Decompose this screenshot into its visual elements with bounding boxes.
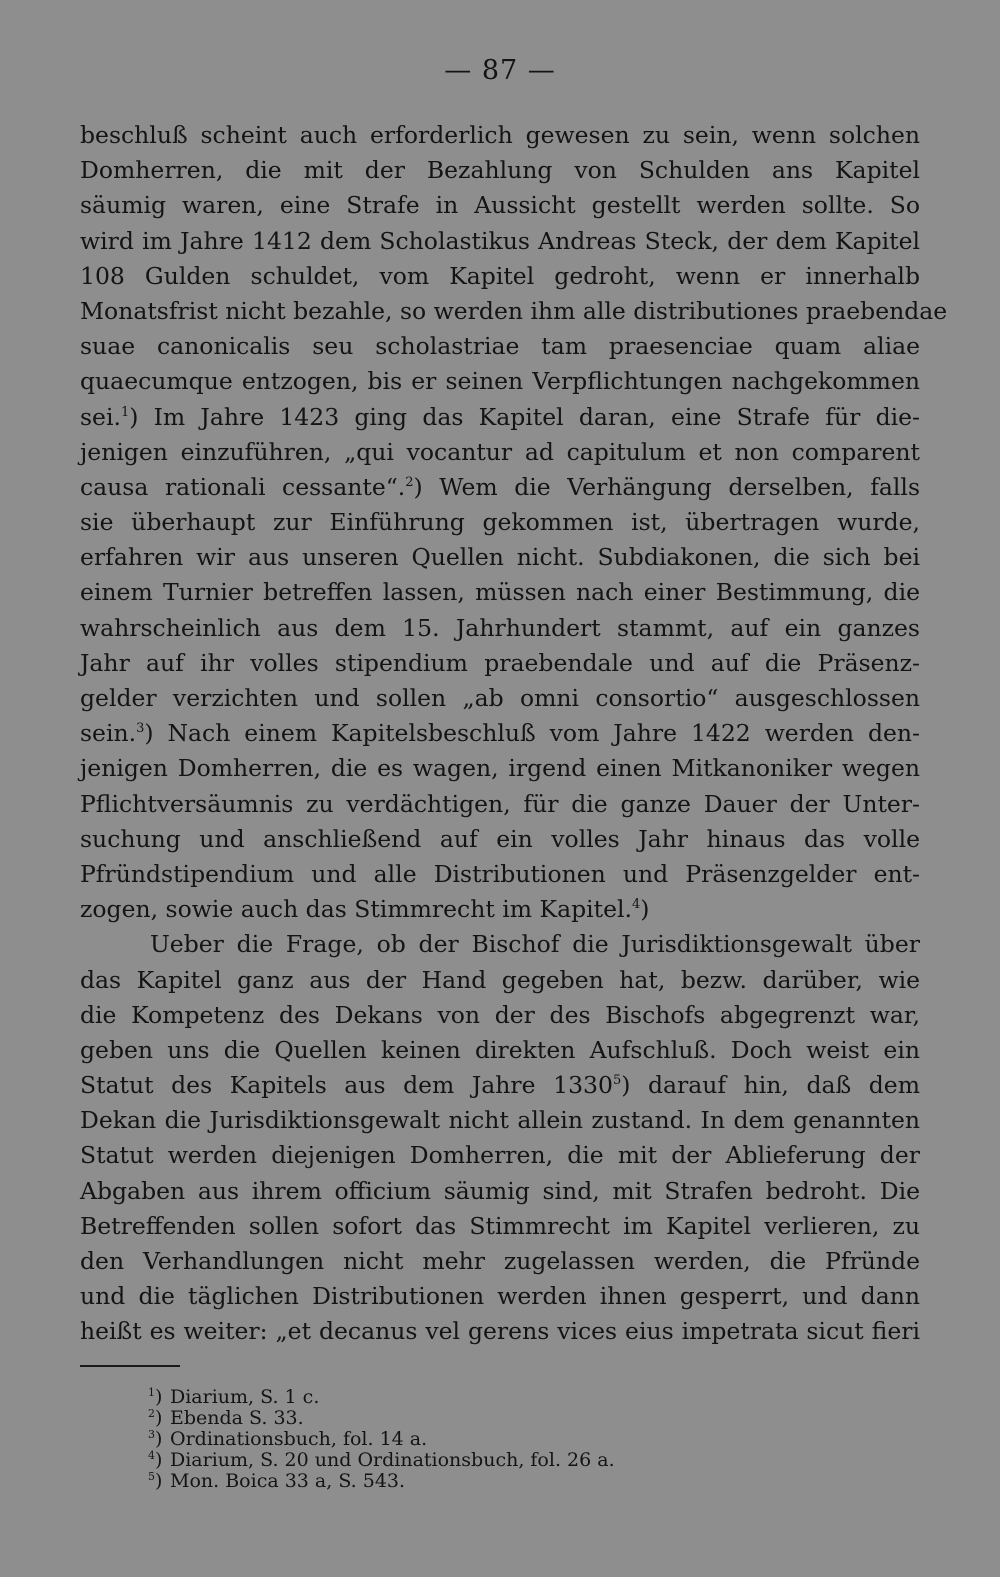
- text-segment: ) Nach einem Kapitelsbeschluß vom Jahre 1422 werden den-: [144, 719, 920, 748]
- footnote-text: Diarium, S. 20 und Ordinationsbuch, fol. 26 a.: [170, 1449, 615, 1471]
- text-line: jenigen einzuführen, „qui vocantur ad capitulum et non comparent: [80, 437, 920, 466]
- text-line: säumig waren, eine Strafe in Aussicht gestellt werden sollte. So: [80, 191, 920, 220]
- text-segment: Statut des Kapitels aus dem Jahre 1330: [80, 1071, 613, 1100]
- text-line: sie überhaupt zur Einführung gekommen ist, übertragen wurde,: [80, 508, 920, 537]
- footnote-number: 2: [148, 1407, 155, 1420]
- footnote-text: Diarium, S. 1 c.: [170, 1386, 320, 1408]
- text-line: quaecumque entzogen, bis er seinen Verpflichtungen nachgekommen: [80, 367, 920, 396]
- footnote-paren: ): [155, 1449, 163, 1471]
- text-segment: sein.: [80, 719, 137, 748]
- footnote-mark: [148, 1471, 170, 1492]
- text-line: Betreffenden sollen sofort das Stimmrecht im Kapitel verlieren, zu: [80, 1211, 920, 1240]
- footnote-mark: [148, 1450, 170, 1471]
- text-line: Pflichtversäumnis zu verdächtigen, für die ganze Dauer der Unter-: [80, 789, 920, 818]
- text-line: Domherren, die mit der Bezahlung von Schulden ans Kapitel: [80, 156, 920, 185]
- footnote-number: 1: [148, 1386, 155, 1399]
- footnote-number: 4: [148, 1449, 155, 1462]
- footnote: [148, 1450, 868, 1471]
- text-line: Abgaben aus ihrem officium säumig sind, mit Strafen bedroht. Die: [80, 1176, 920, 1205]
- text-line: Pfründstipendium und alle Distributionen und Präsenzgelder ent-: [80, 859, 920, 888]
- text-line: beschluß scheint auch erforderlich gewesen zu sein, wenn solchen: [80, 121, 920, 149]
- text-line: wahrscheinlich aus dem 15. Jahrhundert stammt, auf ein ganzes: [80, 613, 920, 642]
- footnote-paren: ): [155, 1407, 163, 1429]
- text-segment: causa rationali cessante“.: [80, 472, 406, 501]
- footnote-ref: 5: [612, 1073, 622, 1089]
- text-line: [80, 1068, 920, 1103]
- text-line: 108 Gulden schuldet, vom Kapitel gedroht, wenn er innerhalb: [80, 261, 920, 290]
- text-line: heißt es weiter: „et decanus vel gerens vices eius impetrata sicut fieri: [80, 1317, 920, 1346]
- text-line: geben uns die Quellen keinen direkten Aufschluß. Doch weist ein: [80, 1035, 920, 1064]
- text-line: das Kapitel ganz aus der Hand gegeben hat, bezw. darüber, wie: [80, 965, 920, 994]
- footnote-text: Mon. Boica 33 a, S. 543.: [170, 1470, 406, 1492]
- text-segment: sei.: [80, 402, 121, 431]
- text-line: und die täglichen Distributionen werden ihnen gesperrt, und dann: [80, 1282, 920, 1311]
- footnote-mark: [148, 1408, 170, 1429]
- text-line: Jahr auf ihr volles stipendium praebendale und auf die Präsenz-: [80, 648, 920, 677]
- text-line: jenigen Domherren, die es wagen, irgend einen Mitkanoniker wegen: [80, 754, 920, 783]
- text-segment: ) Wem die Verhängung derselben, falls: [413, 472, 921, 501]
- text-line: Dekan die Jurisdiktionsgewalt nicht allein zustand. In dem genannten: [80, 1106, 920, 1135]
- footnote-ref: 1: [120, 404, 130, 420]
- footnote-paren: ): [155, 1428, 163, 1450]
- paragraph-start-line: Ueber die Frage, ob der Bischof die Jurisdiktionsgewalt über: [150, 930, 920, 959]
- footnote-ref: 3: [136, 721, 145, 737]
- text-segment: ): [640, 895, 650, 924]
- text-line: [80, 470, 920, 505]
- text-line: einem Turnier betreffen lassen, müssen nach einer Bestimmung, die: [80, 578, 920, 607]
- text-line: erfahren wir aus unseren Quellen nicht. Subdiakonen, die sich bei: [80, 543, 920, 572]
- footnote-divider: [80, 1365, 180, 1367]
- footnote-ref: 2: [405, 474, 414, 490]
- text-line: wird im Jahre 1412 dem Scholastikus Andreas Steck, der dem Kapitel: [80, 226, 920, 255]
- footnote-mark: [148, 1429, 170, 1450]
- footnote-mark: [148, 1387, 170, 1408]
- text-line: [80, 892, 920, 927]
- text-line: den Verhandlungen nicht mehr zugelassen werden, die Pfründe: [80, 1247, 920, 1275]
- page-number: — 87 —: [444, 55, 556, 86]
- text-line: [80, 716, 920, 751]
- text-line: gelder verzichten und sollen „ab omni consortio“ ausgeschlossen: [80, 684, 920, 712]
- text-line: suae canonicalis seu scholastriae tam praesenciae quam aliae: [80, 332, 920, 361]
- text-line: suchung und anschließend auf ein volles Jahr hinaus das volle: [80, 824, 920, 853]
- footnote: [148, 1429, 868, 1450]
- footnote-ref: 4: [631, 897, 641, 913]
- text-segment: ) darauf hin, daß dem: [621, 1071, 920, 1100]
- text-line: [80, 400, 920, 435]
- footnote: [148, 1471, 868, 1492]
- footnote-number: 3: [148, 1428, 155, 1441]
- text-line: die Kompetenz des Dekans von der des Bischofs abgegrenzt war,: [80, 1000, 920, 1029]
- text-segment: ) Im Jahre 1423 ging das Kapitel daran, eine Strafe für die-: [129, 402, 920, 431]
- footnote-paren: ): [155, 1386, 163, 1408]
- body-text: [80, 118, 948, 1350]
- footnote: [148, 1408, 868, 1429]
- footnote: [148, 1387, 868, 1408]
- footnotes: [148, 1387, 868, 1492]
- text-segment: zogen, sowie auch das Stimmrecht im Kapitel.: [80, 895, 632, 924]
- footnote-text: Ordinationsbuch, fol. 14 a.: [170, 1428, 428, 1450]
- text-line: Statut werden diejenigen Domherren, die mit der Ablieferung der: [80, 1141, 920, 1170]
- footnote-number: 5: [148, 1470, 155, 1483]
- text-line: Monatsfrist nicht bezahle, so werden ihm alle distributiones praebendae: [80, 296, 948, 325]
- footnote-paren: ): [155, 1470, 163, 1492]
- footnote-text: Ebenda S. 33.: [170, 1407, 304, 1429]
